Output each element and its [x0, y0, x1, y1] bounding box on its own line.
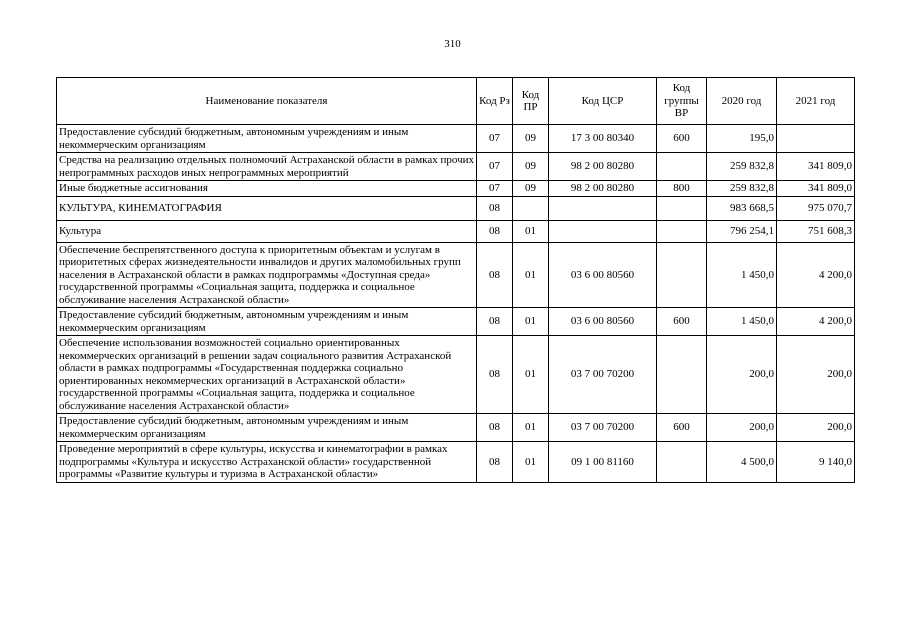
row-csr: 03 7 00 70200 [549, 336, 657, 414]
row-pr: 01 [513, 242, 549, 308]
row-rz: 08 [477, 220, 513, 242]
row-pr: 01 [513, 414, 549, 442]
row-rz: 08 [477, 308, 513, 336]
row-rz: 08 [477, 336, 513, 414]
row-2020: 796 254,1 [707, 220, 777, 242]
row-name: Обеспечение беспрепятственного доступа к приоритетным объектам и услугам в приоритетных сферах жизнедеятельности инвалидов и других маломобильных групп населения в Астраханской области в рамках подпрограммы «Доступная среда» государственной программы «Социальная защита, поддержка и социальное обслуживание населения Астраханской области» [57, 242, 477, 308]
row-csr: 03 6 00 80560 [549, 308, 657, 336]
row-vr [657, 196, 707, 220]
header-2020: 2020 год [707, 78, 777, 125]
row-vr [657, 336, 707, 414]
row-pr: 01 [513, 442, 549, 483]
row-2020: 983 668,5 [707, 196, 777, 220]
table-row [57, 196, 855, 220]
row-pr: 01 [513, 220, 549, 242]
row-2021 [777, 125, 855, 153]
row-2020: 4 500,0 [707, 442, 777, 483]
row-2020: 200,0 [707, 336, 777, 414]
row-pr: 09 [513, 181, 549, 197]
row-name: КУЛЬТУРА, КИНЕМАТОГРАФИЯ [57, 196, 477, 220]
row-vr [657, 242, 707, 308]
row-2020: 259 832,8 [707, 181, 777, 197]
table-row [57, 220, 855, 242]
row-2020: 1 450,0 [707, 242, 777, 308]
row-2020: 1 450,0 [707, 308, 777, 336]
row-2021: 9 140,0 [777, 442, 855, 483]
header-row [57, 78, 855, 125]
row-rz: 07 [477, 125, 513, 153]
row-2021: 200,0 [777, 414, 855, 442]
table-row [57, 414, 855, 442]
row-csr [549, 220, 657, 242]
row-name: Иные бюджетные ассигнования [57, 181, 477, 197]
header-rz: Код Рз [477, 78, 513, 125]
budget-table [56, 77, 855, 483]
row-csr: 03 6 00 80560 [549, 242, 657, 308]
row-name: Предоставление субсидий бюджетным, автономным учреждениям и иным некоммерческим организациям [57, 308, 477, 336]
row-name: Обеспечение использования возможностей социально ориентированных некоммерческих организаций в решении задач социального развития Астраханской области в рамках подпрограммы «Государственная поддержка социально ориентированных некоммерческих организаций в Астраханской области» государственной программы «Социальная защита, поддержка и социальное обслуживание населения Астраханской области» [57, 336, 477, 414]
table-row [57, 153, 855, 181]
row-vr: 600 [657, 125, 707, 153]
row-2021: 4 200,0 [777, 242, 855, 308]
row-pr [513, 196, 549, 220]
header-pr: Код ПР [513, 78, 549, 125]
row-pr: 01 [513, 336, 549, 414]
row-vr [657, 220, 707, 242]
header-csr: Код ЦСР [549, 78, 657, 125]
table-row [57, 308, 855, 336]
row-name: Культура [57, 220, 477, 242]
row-2020: 195,0 [707, 125, 777, 153]
row-rz: 07 [477, 181, 513, 197]
row-vr: 600 [657, 308, 707, 336]
row-2021: 341 809,0 [777, 153, 855, 181]
row-2021: 751 608,3 [777, 220, 855, 242]
row-csr: 03 7 00 70200 [549, 414, 657, 442]
row-rz: 08 [477, 442, 513, 483]
row-2021: 200,0 [777, 336, 855, 414]
table-row [57, 442, 855, 483]
row-pr: 09 [513, 153, 549, 181]
row-vr [657, 442, 707, 483]
row-2021: 4 200,0 [777, 308, 855, 336]
row-vr: 800 [657, 181, 707, 197]
row-name: Предоставление субсидий бюджетным, автономным учреждениям и иным некоммерческим организациям [57, 414, 477, 442]
row-csr: 98 2 00 80280 [549, 153, 657, 181]
row-rz: 08 [477, 414, 513, 442]
row-pr: 09 [513, 125, 549, 153]
row-csr: 98 2 00 80280 [549, 181, 657, 197]
row-rz: 08 [477, 242, 513, 308]
table-row [57, 125, 855, 153]
row-name: Средства на реализацию отдельных полномочий Астраханской области в рамках прочих непрограммных расходов иных непрограммных мероприятий [57, 153, 477, 181]
row-vr: 600 [657, 414, 707, 442]
row-2020: 200,0 [707, 414, 777, 442]
row-csr [549, 196, 657, 220]
row-name: Предоставление субсидий бюджетным, автономным учреждениям и иным некоммерческим организациям [57, 125, 477, 153]
table-row [57, 336, 855, 414]
row-pr: 01 [513, 308, 549, 336]
row-2020: 259 832,8 [707, 153, 777, 181]
header-name: Наименование показателя [57, 78, 477, 125]
row-vr [657, 153, 707, 181]
page-number: 310 [444, 38, 461, 50]
header-vr: Код группы ВР [657, 78, 707, 125]
row-2021: 341 809,0 [777, 181, 855, 197]
header-2021: 2021 год [777, 78, 855, 125]
row-rz: 08 [477, 196, 513, 220]
row-name: Проведение мероприятий в сфере культуры, искусства и кинематографии в рамках подпрограммы «Культура и искусство Астраханской области» государственной программы «Развитие культуры и туризма в Астраханской области» [57, 442, 477, 483]
row-csr: 17 3 00 80340 [549, 125, 657, 153]
table-row [57, 181, 855, 197]
table-row [57, 242, 855, 308]
row-rz: 07 [477, 153, 513, 181]
row-2021: 975 070,7 [777, 196, 855, 220]
row-csr: 09 1 00 81160 [549, 442, 657, 483]
